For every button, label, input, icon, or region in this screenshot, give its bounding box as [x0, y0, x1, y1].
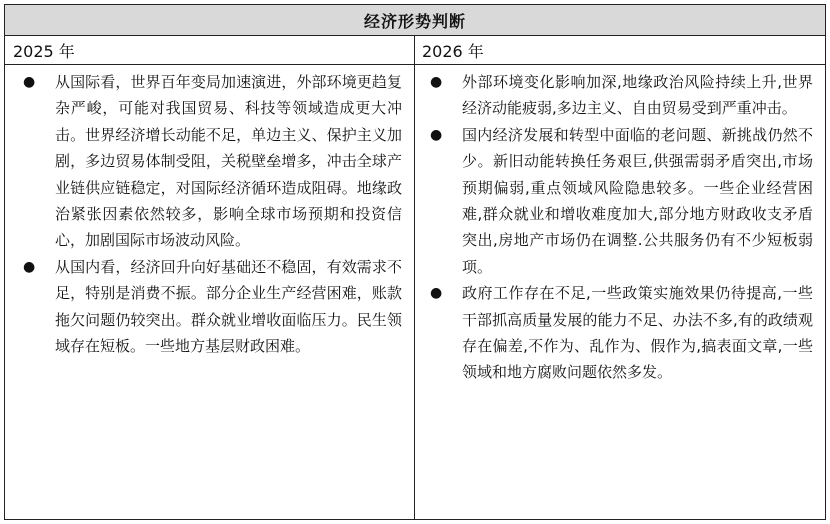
list-item-2025-1	[5, 69, 402, 254]
item-text: 从国内看，经济回升向好基础还不稳固，有效需求不足，特别是消费不振。部分企业生产经营困难，账款拖欠问题仍较突出。群众就业增收面临压力。民生领域存在短板。一些地方基层财政困难。	[55, 257, 402, 356]
header-2025: 2025 年	[13, 41, 75, 61]
list-item-2026-3	[416, 280, 813, 386]
cell-2025-content	[5, 65, 414, 519]
column-divider	[414, 36, 415, 519]
bullet-icon: ●	[23, 74, 36, 90]
year-header-row	[5, 36, 825, 65]
economic-situation-table	[4, 4, 826, 520]
item-text: 外部环境变化影响加深,地缘政治风险持续上升,世界经济动能疲弱,多边主义、自由贸易受到严重冲击。	[462, 73, 813, 118]
bullet-icon: ●	[430, 126, 443, 143]
list-item-2026-1	[416, 69, 813, 122]
list-item-2025-2	[5, 254, 402, 360]
cell-2026-content	[416, 65, 825, 519]
bullet-icon: ●	[430, 285, 443, 302]
item-text: 从国际看，世界百年变局加速演进，外部环境更趋复杂严峻，可能对我国贸易、科技等领域造成更大冲击。世界经济增长动能不足，单边主义、保护主义加剧，多边贸易体制受阻，关税壁垒增多，冲击全球产业链供应链稳定，对国际经济循环造成阻碍。地缘政治紧张因素依然较多，影响全球市场预期和投资信心，加剧国际市场波动风险。	[55, 73, 402, 250]
header-2026: 2026 年	[422, 41, 484, 61]
list-item-2026-2	[416, 122, 813, 280]
item-text: 政府工作存在不足,一些政策实施效果仍待提高,一些干部抓高质量发展的能力不足、办法不多,有的政绩观存在偏差,不作为、乱作为、假作为,搞表面文章,一些领域和地方腐败问题依然多发。	[462, 284, 813, 382]
bullet-icon: ●	[430, 74, 443, 90]
table-title: 经济形势判断	[5, 5, 825, 36]
bullet-icon: ●	[23, 258, 36, 275]
item-text: 国内经济发展和转型中面临的老问题、新挑战仍然不少。新旧动能转换任务艰巨,供强需弱矛盾突出,市场预期偏弱,重点领域风险隐患较多。一些企业经营困难,群众就业和增收难度加大,部分地方财政收支矛盾突出,房地产市场仍在调整.公共服务仍有不少短板弱项。	[462, 125, 813, 276]
